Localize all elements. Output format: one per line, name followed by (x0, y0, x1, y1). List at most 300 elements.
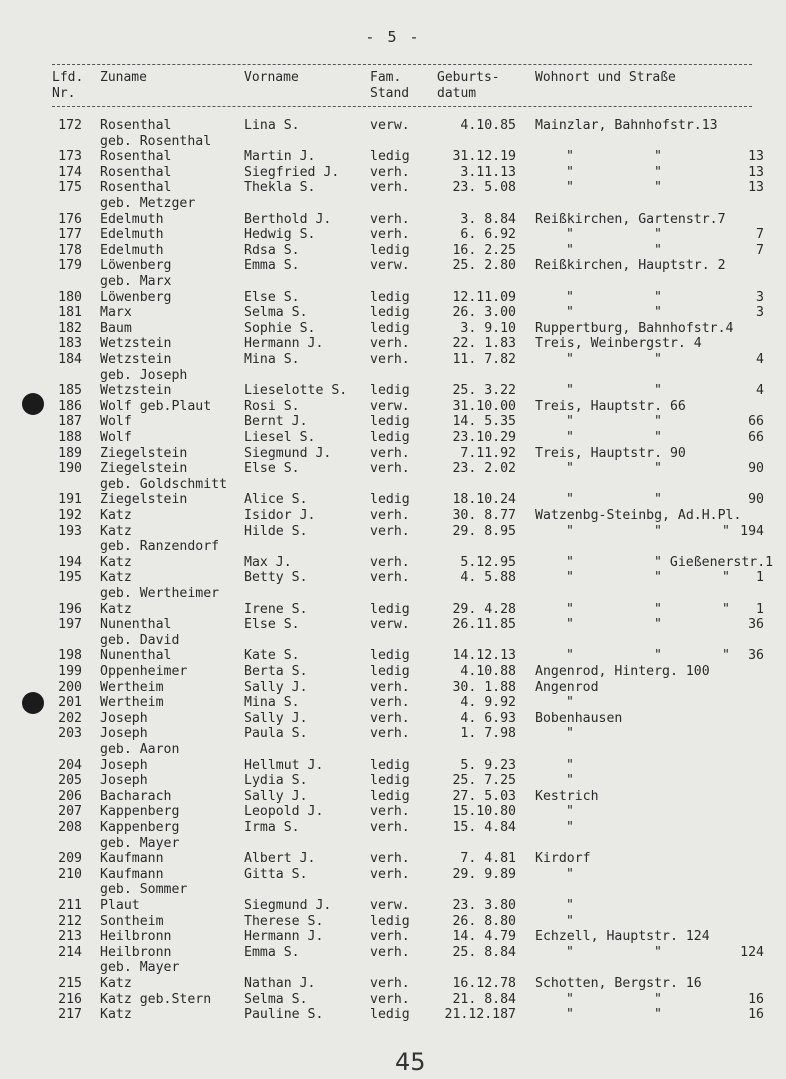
table-row (0, 352, 786, 368)
row-wohnort: Reißkirchen, Hauptstr. 2 (535, 258, 726, 274)
row-zuname: Wolf (100, 414, 132, 430)
row-vorname: Hilde S. (244, 523, 308, 539)
row-fam-stand: verh. (370, 944, 410, 960)
table-row (0, 929, 786, 945)
row-ditto-strasse: " (654, 601, 662, 617)
row-geburtsdatum: 23. 5.08 (452, 180, 516, 196)
row-vorname: Lydia S. (244, 773, 308, 789)
row-fam-stand: verh. (370, 164, 410, 180)
row-zuname: Joseph (100, 773, 148, 789)
row-fam-stand: verh. (370, 679, 410, 695)
row-vorname: Siegmund J. (244, 445, 332, 461)
row-ditto-ort: " (566, 601, 574, 617)
table-row (0, 851, 786, 867)
table-row (0, 726, 786, 742)
row-hausnummer: 36 (748, 648, 764, 664)
row-geburtsdatum: 30. 8.77 (452, 508, 516, 523)
row-zuname: Nunenthal (100, 617, 172, 633)
row-geburtsdatum: 25. 8.84 (452, 944, 516, 960)
punch-hole-top (22, 393, 44, 415)
row-fam-stand: ledig (370, 664, 410, 679)
row-number: 192 (58, 508, 82, 523)
row-ditto-ort: " (566, 866, 574, 882)
row-vorname: Else S. (244, 461, 300, 477)
row-fam-stand: ledig (370, 430, 410, 445)
row-vorname: Thekla S. (244, 180, 316, 196)
row-geburtsdatum: 14. 5.35 (452, 414, 516, 430)
row-fam-stand: ledig (370, 414, 410, 430)
row-vorname: Irma S. (244, 820, 300, 835)
row-geburtsname: geb. Mayer (100, 960, 180, 976)
row-number: 194 (58, 554, 82, 570)
table-row (0, 976, 786, 992)
row-vorname: Hermann J. (244, 929, 324, 945)
row-zuname: Katz geb.Stern (100, 991, 212, 1007)
row-zuname: Ziegelstein (100, 492, 188, 508)
row-geburtsdatum: 3. 9.10 (460, 320, 516, 336)
row-fam-stand: verw. (370, 118, 410, 133)
table-row (0, 695, 786, 711)
row-vorname: Emma S. (244, 258, 300, 274)
row-hausnummer: 13 (748, 180, 764, 196)
row-geburtsdatum: 15.10.80 (452, 804, 516, 820)
table-row (0, 914, 786, 930)
header-wohnort: Wohnort und Straße (535, 70, 676, 85)
row-number: 188 (58, 430, 82, 445)
row-hausnummer: 124 (740, 944, 764, 960)
table-row (0, 680, 786, 696)
row-vorname: Martin J. (244, 149, 316, 165)
row-zuname: Wolf geb.Plaut (100, 398, 212, 414)
row-ditto-strasse: " (654, 149, 662, 165)
row-number: 203 (58, 726, 82, 742)
row-wohnort: Kestrich (535, 788, 599, 804)
table-row (0, 664, 786, 680)
row-fam-stand: verh. (370, 523, 410, 539)
row-ditto-extra: " (722, 570, 730, 586)
row-geburtsdatum: 12.11.09 (452, 289, 516, 305)
row-geburtsdatum: 16. 2.25 (452, 242, 516, 258)
row-number: 201 (58, 695, 82, 711)
row-vorname: Selma S. (244, 991, 308, 1007)
table-row (0, 165, 786, 181)
table-row (0, 524, 786, 540)
table-row (0, 290, 786, 306)
row-geburtsname: geb. Sommer (100, 882, 188, 898)
row-zuname: Edelmuth (100, 242, 164, 258)
row-fam-stand: ledig (370, 305, 410, 321)
row-hausnummer: 36 (748, 617, 764, 633)
row-ditto-ort: " (566, 757, 574, 773)
row-ditto-ort: " (566, 242, 574, 258)
row-ditto-ort: " (566, 820, 574, 835)
row-ditto-ort: " (566, 523, 574, 539)
row-zuname: Wetzstein (100, 352, 172, 367)
row-vorname: Pauline S. (244, 1007, 324, 1023)
row-vorname: Therese S. (244, 913, 324, 929)
row-number: 199 (58, 664, 82, 679)
row-zuname: Rosenthal (100, 180, 172, 196)
row-number: 213 (58, 929, 82, 945)
row-zuname: Heilbronn (100, 929, 172, 945)
row-geburtsdatum: 7.11.92 (460, 445, 516, 461)
row-wohnort: Echzell, Hauptstr. 124 (535, 929, 710, 945)
row-geburtsdatum: 5.12.95 (460, 554, 516, 570)
table-row (0, 118, 786, 134)
row-number: 172 (58, 118, 82, 133)
row-zuname: Löwenberg (100, 258, 172, 274)
row-ditto-ort: " (566, 554, 574, 570)
row-fam-stand: ledig (370, 648, 410, 664)
row-ditto-ort: " (566, 383, 574, 399)
table-row (0, 180, 786, 196)
row-ditto-strasse: " (654, 352, 662, 367)
row-vorname: Hedwig S. (244, 227, 316, 243)
row-ditto-strasse: " (654, 991, 662, 1007)
table-row (0, 149, 786, 165)
row-geburtsdatum: 4. 6.93 (460, 710, 516, 726)
row-hausnummer: 13 (748, 164, 764, 180)
row-ditto-ort: " (566, 695, 574, 711)
row-number: 183 (58, 336, 82, 352)
row-zuname: Baum (100, 320, 132, 336)
row-wohnort: Mainzlar, Bahnhofstr.13 (535, 118, 718, 133)
row-ditto-ort: " (566, 773, 574, 789)
row-geburtsdatum: 23. 3.80 (452, 898, 516, 913)
row-number: 176 (58, 211, 82, 227)
row-number: 182 (58, 320, 82, 336)
row-vorname: Sally J. (244, 679, 308, 695)
row-vorname: Hellmut J. (244, 757, 324, 773)
row-geburtsdatum: 25. 7.25 (452, 773, 516, 789)
row-vorname: Berta S. (244, 664, 308, 679)
header-fam-stand: Fam. Stand (370, 70, 410, 101)
row-number: 217 (58, 1007, 82, 1023)
table-row (0, 758, 786, 774)
row-vorname: Alice S. (244, 492, 308, 508)
row-fam-stand: ledig (370, 320, 410, 336)
row-number: 173 (58, 149, 82, 165)
row-vorname: Siegmund J. (244, 898, 332, 913)
row-vorname: Kate S. (244, 648, 300, 664)
row-geburtsdatum: 4. 9.92 (460, 695, 516, 711)
row-fam-stand: verw. (370, 258, 410, 274)
row-fam-stand: verh. (370, 445, 410, 461)
row-hausnummer: 90 (748, 461, 764, 477)
row-ditto-strasse: " Gießenerstr.1 (654, 554, 774, 570)
row-vorname: Liesel S. (244, 430, 316, 445)
row-zuname: Bacharach (100, 788, 172, 804)
table-row (0, 804, 786, 820)
row-ditto-strasse: " (654, 430, 662, 445)
row-number: 174 (58, 164, 82, 180)
table-row (0, 446, 786, 462)
row-vorname: Lieselotte S. (244, 383, 348, 399)
row-hausnummer: 90 (748, 492, 764, 508)
row-vorname: Mina S. (244, 695, 300, 711)
row-geburtsdatum: 11. 7.82 (452, 352, 516, 367)
row-geburtsdatum: 1. 7.98 (460, 726, 516, 742)
row-number: 187 (58, 414, 82, 430)
row-ditto-strasse: " (654, 227, 662, 243)
row-ditto-ort: " (566, 461, 574, 477)
row-geburtsdatum: 7. 4.81 (460, 851, 516, 867)
row-geburtsdatum: 26. 8.80 (452, 913, 516, 929)
row-zuname: Kaufmann (100, 851, 164, 867)
table-row (0, 430, 786, 446)
row-hausnummer: 16 (748, 1007, 764, 1023)
row-wohnort: Treis, Hauptstr. 66 (535, 398, 686, 414)
row-number: 198 (58, 648, 82, 664)
row-number: 214 (58, 944, 82, 960)
table-row (0, 773, 786, 789)
row-geburtsname: geb. Wertheimer (100, 586, 220, 601)
row-zuname: Katz (100, 601, 132, 617)
row-ditto-strasse: " (654, 648, 662, 664)
row-ditto-extra: " (722, 601, 730, 617)
row-number: 184 (58, 352, 82, 367)
row-number: 193 (58, 523, 82, 539)
row-geburtsdatum: 21. 8.84 (452, 991, 516, 1007)
row-zuname: Heilbronn (100, 944, 172, 960)
row-ditto-ort: " (566, 289, 574, 305)
table-row (0, 711, 786, 727)
table-row (0, 414, 786, 430)
row-geburtsname: geb. Mayer (100, 835, 180, 851)
header-top-rule (52, 64, 752, 65)
row-vorname: Emma S. (244, 944, 300, 960)
row-wohnort: Treis, Weinbergstr. 4 (535, 336, 702, 352)
row-ditto-strasse: " (654, 289, 662, 305)
row-number: 175 (58, 180, 82, 196)
row-hausnummer: 66 (748, 430, 764, 445)
row-wohnort: Treis, Hauptstr. 90 (535, 445, 686, 461)
row-geburtsdatum: 5. 9.23 (460, 757, 516, 773)
row-number: 205 (58, 773, 82, 789)
row-number: 197 (58, 617, 82, 633)
row-zuname: Plaut (100, 898, 140, 913)
row-geburtsname: geb. Ranzendorf (100, 539, 220, 555)
table-row (0, 945, 786, 961)
row-ditto-ort: " (566, 149, 574, 165)
row-geburtsdatum: 22. 1.83 (452, 336, 516, 352)
row-geburtsdatum: 16.12.78 (452, 976, 516, 991)
row-vorname: Nathan J. (244, 976, 316, 991)
row-zuname: Wolf (100, 430, 132, 445)
row-zuname: Katz (100, 976, 132, 991)
row-number: 200 (58, 679, 82, 695)
row-zuname: Wetzstein (100, 336, 172, 352)
row-hausnummer: 7 (756, 227, 764, 243)
row-fam-stand: ledig (370, 242, 410, 258)
table-row (0, 617, 786, 633)
row-ditto-ort: " (566, 570, 574, 586)
row-fam-stand: verh. (370, 991, 410, 1007)
row-vorname: Sally J. (244, 710, 308, 726)
row-fam-stand: verh. (370, 211, 410, 227)
row-number: 204 (58, 757, 82, 773)
row-fam-stand: ledig (370, 757, 410, 773)
row-hausnummer: 4 (756, 352, 764, 367)
row-geburtsname: geb. Joseph (100, 367, 188, 383)
header-geburtsdatum: Geburts- datum (437, 70, 500, 101)
table-row (0, 227, 786, 243)
row-zuname: Edelmuth (100, 227, 164, 243)
row-fam-stand: verh. (370, 820, 410, 835)
row-ditto-ort: " (566, 227, 574, 243)
row-geburtsdatum: 25. 3.22 (452, 383, 516, 399)
row-ditto-ort: " (566, 1007, 574, 1023)
row-ditto-ort: " (566, 492, 574, 508)
row-wohnort: Schotten, Bergstr. 16 (535, 976, 702, 991)
row-fam-stand: ledig (370, 773, 410, 789)
row-zuname: Kaufmann (100, 866, 164, 882)
row-fam-stand: verw. (370, 617, 410, 633)
row-geburtsdatum: 26. 3.00 (452, 305, 516, 321)
row-number: 181 (58, 305, 82, 321)
row-vorname: Irene S. (244, 601, 308, 617)
row-number: 211 (58, 898, 82, 913)
table-row (0, 305, 786, 321)
row-zuname: Nunenthal (100, 648, 172, 664)
row-fam-stand: ledig (370, 492, 410, 508)
row-number: 212 (58, 913, 82, 929)
row-zuname: Katz (100, 508, 132, 523)
row-fam-stand: verh. (370, 352, 410, 367)
row-hausnummer: 13 (748, 149, 764, 165)
table-row (0, 820, 786, 836)
row-geburtsname: geb. Marx (100, 274, 172, 289)
row-zuname: Rosenthal (100, 164, 172, 180)
row-hausnummer: 16 (748, 991, 764, 1007)
table-row (0, 1007, 786, 1023)
row-number: 189 (58, 445, 82, 461)
row-ditto-strasse: " (654, 180, 662, 196)
row-fam-stand: verw. (370, 898, 410, 913)
row-geburtsdatum: 31.12.19 (452, 149, 516, 165)
row-geburtsdatum: 26.11.85 (452, 617, 516, 633)
row-zuname: Joseph (100, 710, 148, 726)
row-fam-stand: verh. (370, 804, 410, 820)
row-geburtsdatum: 4. 5.88 (460, 570, 516, 586)
row-geburtsdatum: 29. 9.89 (452, 866, 516, 882)
table-row (0, 336, 786, 352)
row-geburtsname: geb. Goldschmitt (100, 476, 228, 492)
table-row (0, 383, 786, 399)
row-geburtsdatum: 21.12.187 (444, 1007, 516, 1023)
row-vorname: Mina S. (244, 352, 300, 367)
row-geburtsdatum: 4.10.85 (460, 118, 516, 133)
row-vorname: Else S. (244, 289, 300, 305)
row-fam-stand: verh. (370, 695, 410, 711)
row-fam-stand: ledig (370, 149, 410, 165)
row-zuname: Sontheim (100, 913, 164, 929)
row-number: 195 (58, 570, 82, 586)
row-geburtsname: geb. Aaron (100, 742, 180, 757)
row-ditto-strasse: " (654, 1007, 662, 1023)
punch-hole-bottom (22, 692, 44, 714)
row-wohnort: Ruppertburg, Bahnhofstr.4 (535, 320, 734, 336)
row-fam-stand: ledig (370, 383, 410, 399)
table-row (0, 508, 786, 524)
row-fam-stand: verh. (370, 227, 410, 243)
footer-page-number: 45 (395, 1048, 426, 1076)
table-row (0, 648, 786, 664)
row-hausnummer: 3 (756, 305, 764, 321)
row-geburtsname: geb. David (100, 632, 180, 648)
row-ditto-ort: " (566, 430, 574, 445)
row-number: 177 (58, 227, 82, 243)
row-wohnort: Angenrod (535, 679, 599, 695)
row-ditto-ort: " (566, 164, 574, 180)
row-zuname: Katz (100, 570, 132, 586)
row-ditto-strasse: " (654, 164, 662, 180)
row-fam-stand: verh. (370, 866, 410, 882)
header-bottom-rule (52, 106, 752, 107)
row-number: 186 (58, 398, 82, 414)
row-zuname: Löwenberg (100, 289, 172, 305)
row-geburtsname: geb. Rosenthal (100, 133, 212, 149)
row-zuname: Kappenberg (100, 804, 180, 820)
row-fam-stand: verh. (370, 976, 410, 991)
row-hausnummer: 3 (756, 289, 764, 305)
row-ditto-ort: " (566, 352, 574, 367)
row-zuname: Rosenthal (100, 118, 172, 133)
row-zuname: Joseph (100, 757, 148, 773)
row-wohnort: Bobenhausen (535, 710, 623, 726)
row-fam-stand: verh. (370, 336, 410, 352)
row-zuname: Wertheim (100, 695, 164, 711)
row-geburtsdatum: 29. 4.28 (452, 601, 516, 617)
row-fam-stand: verh. (370, 929, 410, 945)
row-geburtsdatum: 25. 2.80 (452, 258, 516, 274)
row-number: 216 (58, 991, 82, 1007)
row-geburtsdatum: 31.10.00 (452, 398, 516, 414)
row-ditto-ort: " (566, 648, 574, 664)
table-row (0, 602, 786, 618)
header-zuname: Zuname (100, 70, 147, 85)
row-number: 179 (58, 258, 82, 274)
row-ditto-strasse: " (654, 414, 662, 430)
row-number: 196 (58, 601, 82, 617)
header-lfd-nr: Lfd. Nr. (52, 70, 84, 101)
row-geburtsdatum: 3. 8.84 (460, 211, 516, 227)
row-fam-stand: verh. (370, 461, 410, 477)
row-ditto-strasse: " (654, 944, 662, 960)
row-fam-stand: verh. (370, 570, 410, 586)
row-zuname: Katz (100, 1007, 132, 1023)
row-wohnort: Reißkirchen, Gartenstr.7 (535, 211, 726, 227)
row-ditto-ort: " (566, 898, 574, 913)
row-ditto-extra: " (722, 523, 730, 539)
table-row (0, 992, 786, 1008)
row-fam-stand: ledig (370, 788, 410, 804)
row-ditto-ort: " (566, 726, 574, 742)
row-vorname: Selma S. (244, 305, 308, 321)
row-zuname: Marx (100, 305, 132, 321)
row-vorname: Albert J. (244, 851, 316, 867)
row-geburtsdatum: 18.10.24 (452, 492, 516, 508)
row-vorname: Siegfried J. (244, 164, 340, 180)
table-row (0, 399, 786, 415)
table-row (0, 555, 786, 571)
row-ditto-ort: " (566, 913, 574, 929)
row-zuname: Oppenheimer (100, 664, 188, 679)
row-number: 210 (58, 866, 82, 882)
row-hausnummer: 1 (756, 601, 764, 617)
row-vorname: Gitta S. (244, 866, 308, 882)
row-number: 191 (58, 492, 82, 508)
